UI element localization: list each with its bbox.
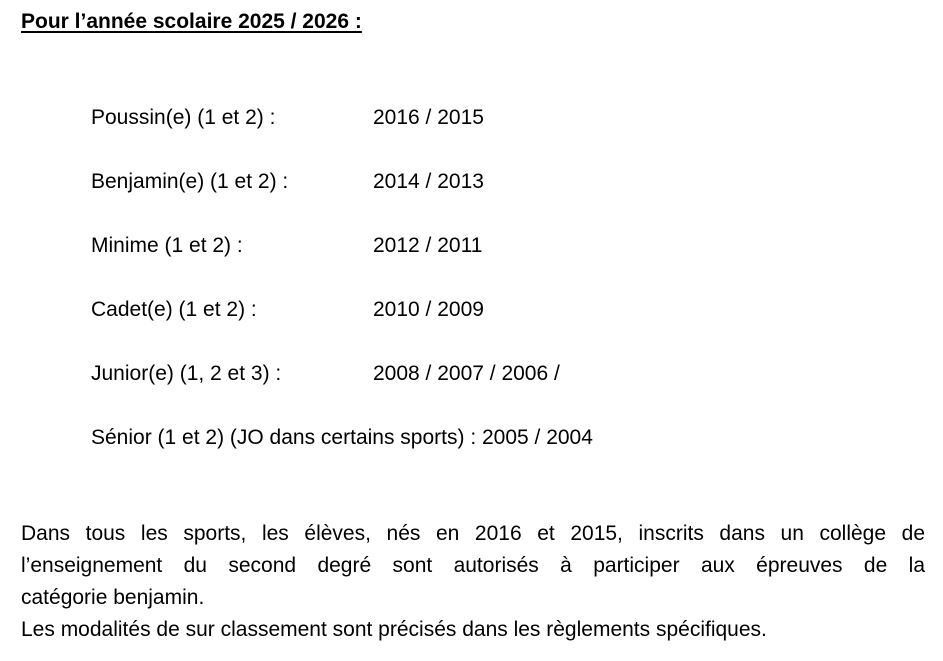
category-years: 2010 / 2009 [373, 298, 484, 321]
category-label: Cadet(e) (1 et 2) : [91, 298, 257, 321]
paragraph-line: catégorie benjamin. [21, 586, 205, 609]
category-row-senior: Sénior (1 et 2) (JO dans certains sports) : 2005 / 2004 [91, 426, 593, 449]
category-label: Minime (1 et 2) : [91, 234, 243, 257]
category-years: 2016 / 2015 [373, 106, 484, 129]
section-heading: Pour l’année scolaire 2025 / 2026 : [21, 10, 362, 33]
paragraph-line: Dans tous les sports, les élèves, nés en 2016 et 2015, inscrits dans un collège de [21, 522, 925, 545]
category-years: 2012 / 2011 [373, 234, 483, 257]
category-years: 2008 / 2007 / 2006 / [373, 362, 560, 385]
category-label: Poussin(e) (1 et 2) : [91, 106, 276, 129]
eligibility-paragraph [21, 518, 925, 614]
surclassement-paragraph: Les modalités de sur classement sont précisés dans les règlements spécifiques. [21, 618, 767, 641]
category-years: 2014 / 2013 [373, 170, 484, 193]
category-label: Benjamin(e) (1 et 2) : [91, 170, 289, 193]
category-label: Junior(e) (1, 2 et 3) : [91, 362, 282, 385]
paragraph-line: l’enseignement du second degré sont autorisés à participer aux épreuves de la [21, 554, 925, 577]
